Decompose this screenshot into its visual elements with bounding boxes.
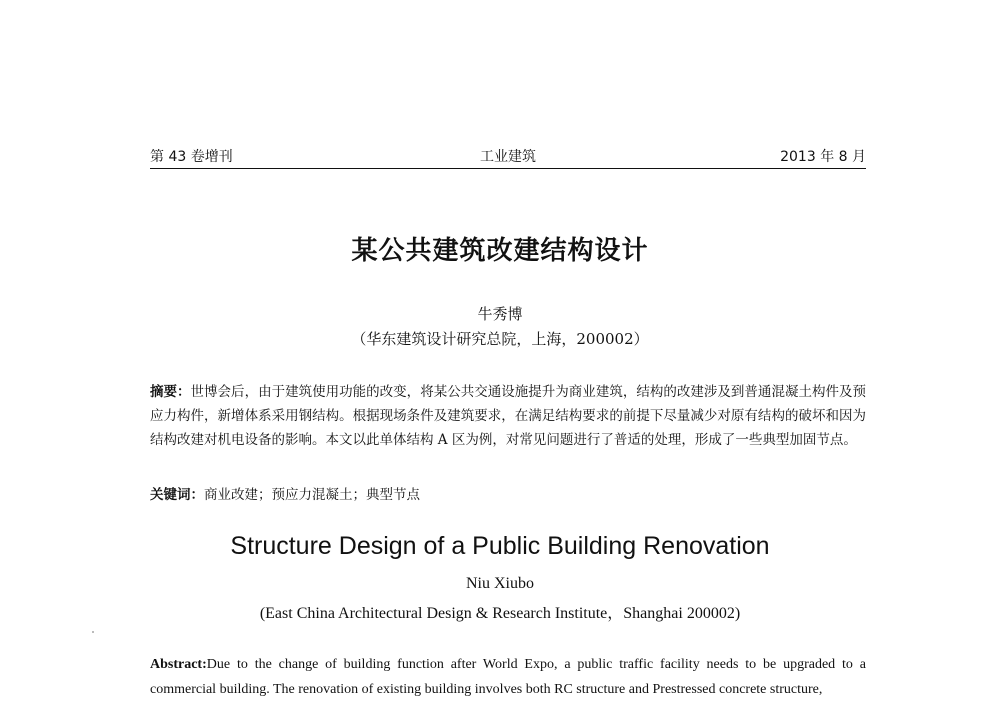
- chinese-abstract-label: 摘要：: [150, 384, 191, 400]
- running-header: [150, 146, 866, 168]
- english-affiliation: (East China Architectural Design & Research Institute，Shanghai 200002): [259, 605, 741, 622]
- header-rule: [150, 168, 866, 169]
- chinese-abstract: [150, 380, 866, 452]
- english-abstract: [150, 652, 866, 702]
- chinese-keywords-text: 商业改建；预应力混凝土；典型节点: [204, 487, 420, 503]
- english-abstract-label: Abstract:: [150, 657, 207, 672]
- header-volume: 第 43 卷增刊: [150, 149, 233, 165]
- english-abstract-text: Due to the change of building function after World Expo, a public traffic facility needs to be upgraded to a commercial building. The renovation of existing building involves both RC structure and Prestressed concrete structure,: [150, 657, 866, 697]
- scan-speck: [92, 631, 94, 633]
- chinese-author: 牛秀博: [477, 305, 523, 323]
- english-author: Niu Xiubo: [466, 575, 534, 592]
- chinese-title: 某公共建筑改建结构设计: [351, 236, 649, 266]
- header-date: 2013 年 8 月: [780, 149, 866, 165]
- english-title: Structure Design of a Public Building Renovation: [230, 532, 770, 560]
- chinese-affiliation: （华东建筑设计研究总院，上海，200002）: [351, 330, 649, 348]
- header-journal: 工业建筑: [480, 149, 536, 165]
- chinese-keywords: [150, 484, 866, 506]
- chinese-abstract-text: 世博会后，由于建筑使用功能的改变，将某公共交通设施提升为商业建筑，结构的改建涉及到普通混凝土构件及预应力构件，新增体系采用钢结构。根据现场条件及建筑要求，在满足结构要求的前提下尽量减少对原有结构的破坏和因为结构改建对机电设备的影响。本文以此单体结构 A 区为例，对常见问题进行了普适的处理，形成了一些典型加固节点。: [150, 384, 867, 448]
- chinese-keywords-label: 关键词：: [150, 487, 204, 503]
